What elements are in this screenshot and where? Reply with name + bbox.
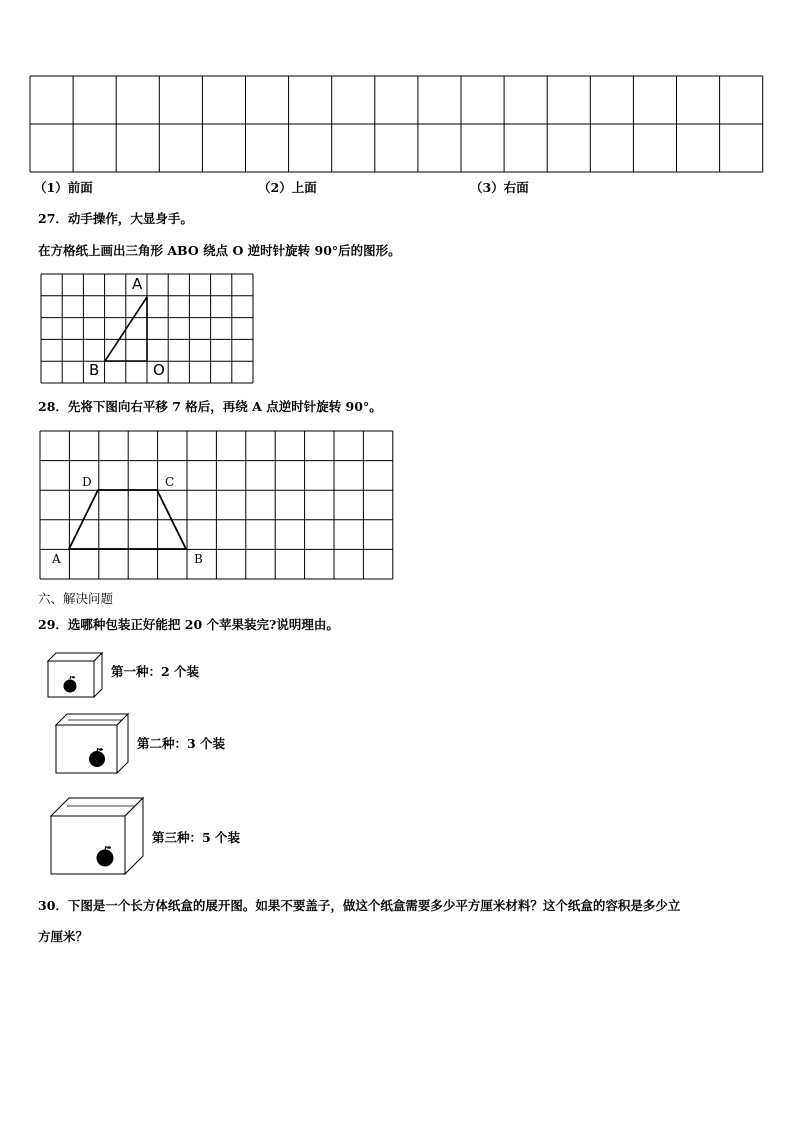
box-large-illustration (49, 796, 145, 876)
q28-title: 28．先将下图向右平移 7 格后，再绕 A 点逆时针旋转 90°。 (38, 399, 382, 414)
q27-point-b: B (89, 361, 100, 379)
view-label-top: （2）上面 (258, 180, 317, 195)
view-label-right: （3）右面 (470, 180, 529, 195)
q28-point-b: B (194, 552, 203, 566)
q28-point-d: D (82, 475, 92, 489)
box-medium-illustration (54, 712, 132, 776)
q29-option-2: 第二种：3 个装 (137, 736, 226, 751)
view-label-front: （1）前面 (34, 180, 93, 195)
section-6-title: 六、解决问题 (38, 591, 114, 606)
q27-title: 27．动手操作，大显身手。 (38, 211, 193, 226)
q30-text-line2: 方厘米？ (38, 929, 89, 944)
q29-option-1: 第一种：2 个装 (111, 664, 200, 679)
q29-title: 29．选哪种包装正好能把 20 个苹果装完?说明理由。 (38, 617, 339, 632)
q28-point-c: C (165, 475, 175, 489)
q27-point-a: A (132, 275, 143, 293)
box-small-illustration (46, 651, 106, 699)
q27-instruction: 在方格纸上画出三角形 ABO 绕点 O 逆时针旋转 90°后的图形。 (38, 243, 401, 258)
q30-text-line1: 30．下图是一个长方体纸盒的展开图。如果不要盖子，做这个纸盒需要多少平方厘米材料？这个纸盒的容积是多少立 (38, 898, 681, 913)
q29-option-3: 第三种：5 个装 (152, 830, 241, 845)
q28-point-a: A (52, 552, 61, 566)
q27-point-o: O (153, 361, 165, 379)
